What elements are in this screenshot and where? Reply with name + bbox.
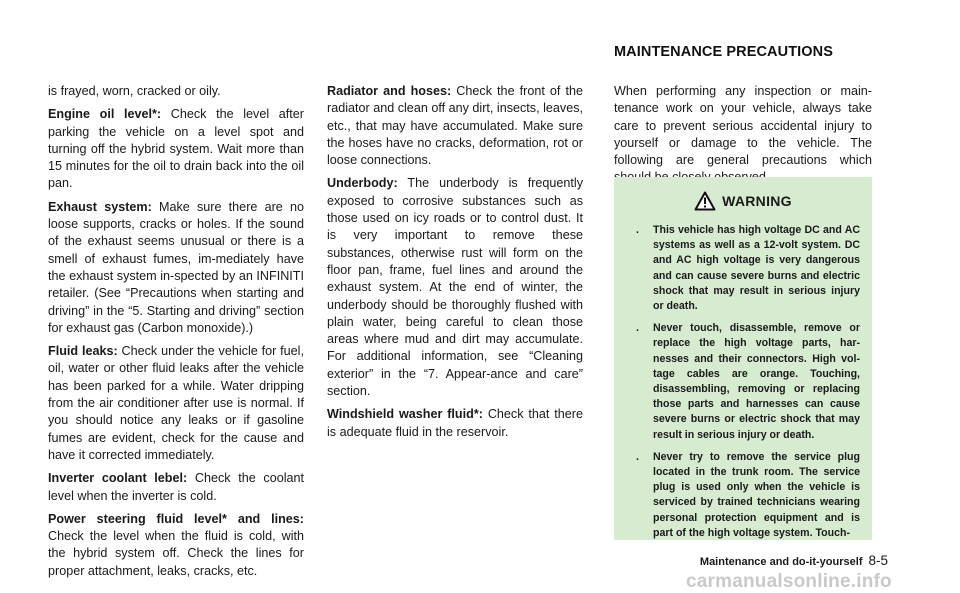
warning-item: [636, 450, 860, 540]
bullet: .: [636, 450, 639, 463]
warning-item: [636, 321, 860, 443]
warning-header: [614, 191, 872, 211]
warning-item-text: Never touch, disassemble, remove or replace the high voltage parts, har-nesses and their connectors. High vol-tage cables are orange. Touching, disassembling, removing or replacing those parts and harnesses can cause severe burns or electric shock that may result in serious injury or death.: [653, 322, 860, 441]
fluid-leaks-text: Check under the vehicle for fuel, oil, water or other fluid leaks after the vehicle has been parked for a while. Water dripping from the air conditioner after use is normal. If you should notice any leaks or if gasoline fumes are evident, check for the cause and have it corrected immediately.: [48, 344, 304, 462]
engine-oil-paragraph: [48, 106, 304, 192]
power-steering-paragraph: [48, 511, 304, 580]
radiator-text: Check the front of the radiator and clean off any dirt, insects, leaves, etc., that may have accumulated. Make sure the hoses have no cracks, deformation, rot or loose connections.: [327, 84, 583, 168]
warning-item: [636, 223, 860, 314]
washer-label: Windshield washer fluid*:: [327, 407, 483, 422]
inverter-label: Inverter coolant lebel:: [48, 471, 188, 486]
bullet: .: [636, 322, 639, 335]
engine-oil-label: Engine oil level*:: [48, 107, 162, 122]
radiator-label: Radiator and hoses:: [327, 84, 452, 98]
column-1: [48, 83, 304, 586]
underbody-label: Underbody:: [327, 176, 398, 191]
underbody-text: The underbody is frequently exposed to corrosive substances such as those used on icy roads or to control dust. It is very important to remove these substances, otherwise rust will form on the floor pan, frame, fuel lines and around the exhaust system. At the end of winter, the underbody should be thoroughly flushed with plain water, being careful to clean those areas where mud and dirt may accumulate. For additional information, see “Cleaning exterior” in the “7. Appear-ance and care” section.: [327, 176, 583, 399]
watermark: carmanualsonline.info: [686, 571, 892, 592]
warning-triangle-icon: [694, 191, 716, 211]
power-steering-label: Power steering fluid level* and lines:: [48, 511, 304, 526]
underbody-paragraph: [327, 175, 583, 400]
exhaust-label: Exhaust system:: [48, 199, 152, 214]
page-number: 8-5: [868, 553, 888, 568]
precautions-intro: When performing any inspection or main-tenance work on your vehicle, always take care to prevent serious accidental injury to yourself or damage to the vehicle. The following are general precautions which: [614, 84, 872, 168]
power-steering-text: Check the level when the fluid is cold, with the hybrid system off. Check the lines for proper attachment, leaks, cracks, etc.: [48, 529, 304, 578]
column-2: [327, 83, 583, 447]
exhaust-paragraph: [48, 199, 304, 337]
section-title: MAINTENANCE PRECAUTIONS: [614, 44, 833, 60]
inverter-paragraph: [48, 470, 304, 505]
warning-item-text: This vehicle has high voltage DC and AC systems as well as a 12-volt system. DC and AC high voltage is very dangerous and can cause severe burns and electric shock that may result in serious injury or death.: [653, 224, 860, 313]
page-footer: [700, 553, 888, 568]
warning-title: WARNING: [722, 193, 792, 209]
intro-paragraph: is frayed, worn, cracked or oily.: [48, 84, 221, 98]
engine-oil-text: Check the level after parking the vehicle on a level spot and turning off the hybrid system. Wait more than 15 minutes for the oil to drain back into the oil pan.: [48, 107, 304, 191]
warning-list: [614, 223, 872, 540]
footer-section-title: Maintenance and do-it-yourself: [699, 556, 863, 568]
fluid-leaks-paragraph: [48, 343, 304, 464]
washer-paragraph: [327, 406, 583, 441]
bullet: .: [636, 224, 639, 236]
radiator-paragraph: [327, 83, 583, 169]
warning-item-text: Never try to remove the service plug located in the trunk room. The service plug is used only when the vehicle is serviced by trained technicians wearing personal protection equipment and is part of the high voltage system. Touch-: [653, 450, 860, 539]
warning-box: [614, 177, 872, 540]
fluid-leaks-label: Fluid leaks:: [48, 344, 118, 359]
washer-text: Check that there is adequate fluid in the reservoir.: [327, 407, 584, 439]
exhaust-text: Make sure there are no loose supports, cracks or holes. If the sound of the exhaust seems unusual or there is a smell of exhaust fumes, im-mediately have the exhaust system in-spected by an INFINITI retailer. (See “Precautions when starting and driving” in the “5. Starting and driving” section for exhaust gas (Carbon monoxide).): [48, 199, 304, 335]
inverter-text: Check the coolant level when the inverter is cold.: [48, 471, 305, 503]
